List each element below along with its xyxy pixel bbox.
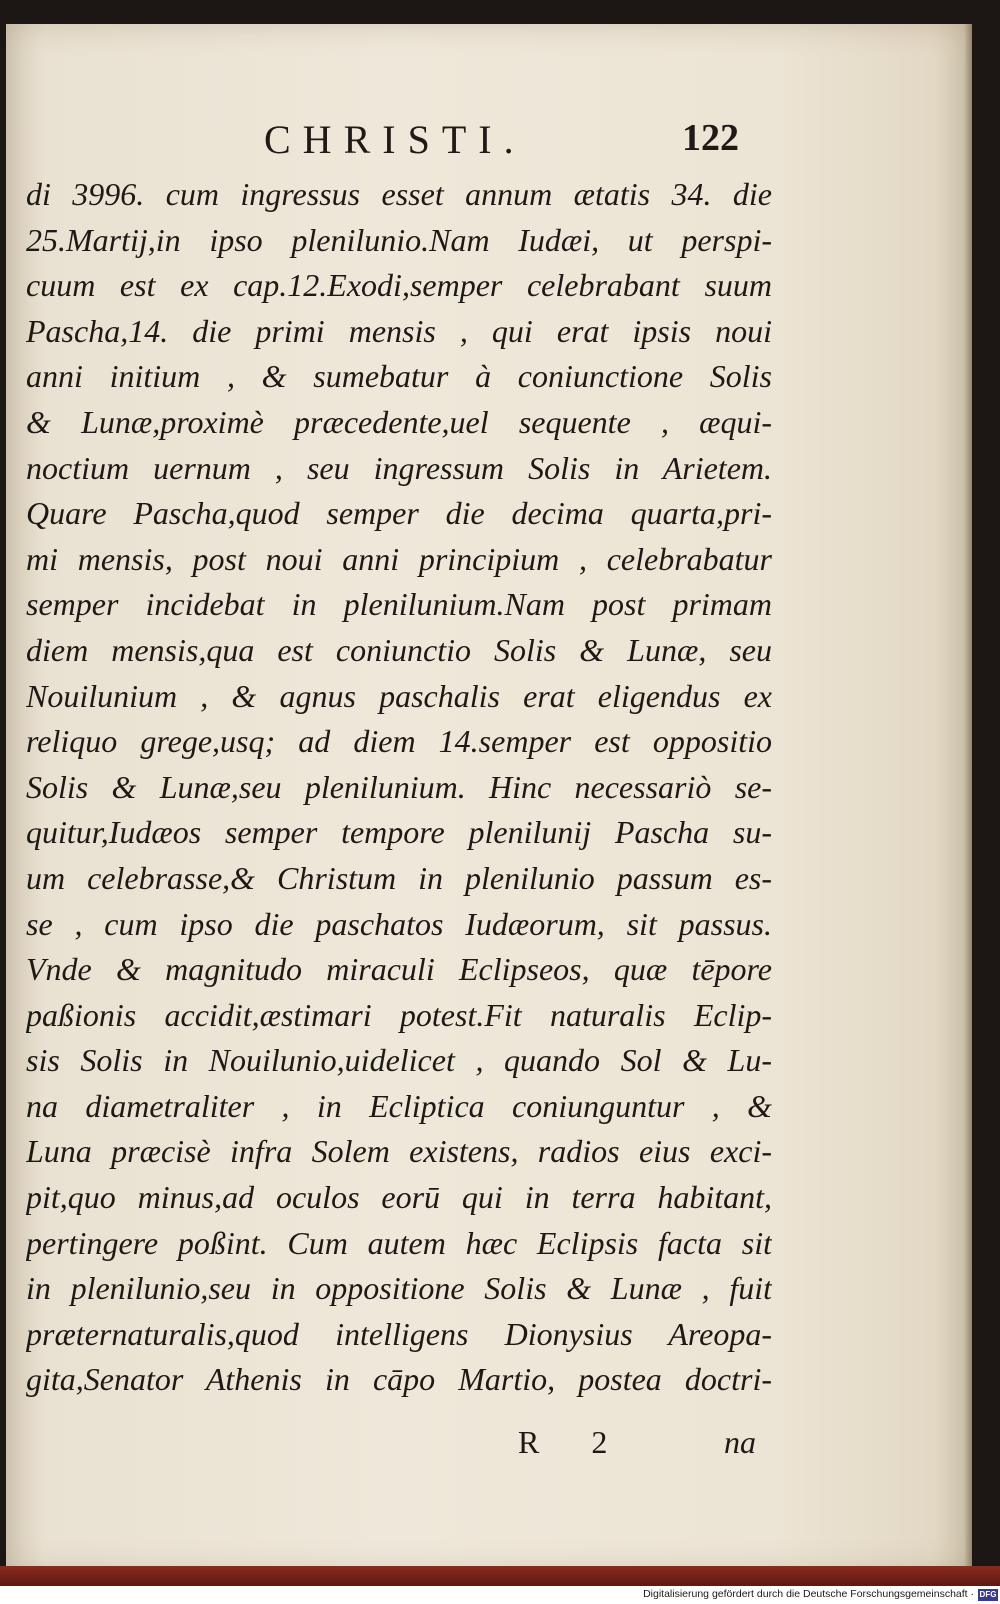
- text-line: Vnde & magnitudo miraculi Eclipseos, quæ tēpore: [26, 951, 772, 988]
- catchword: na: [724, 1424, 756, 1460]
- page-number: 122: [682, 117, 739, 159]
- text-line: quitur,Iudæos semper tempore plenilunij Pascha su-: [26, 814, 772, 851]
- dfg-logo-icon: DFG: [979, 1590, 997, 1599]
- cover-edge: [0, 1566, 1000, 1586]
- text-line: anni initium , & sumebatur à coniunctione Solis: [26, 358, 772, 395]
- text-line: in plenilunio,seu in oppositione Solis & Lunæ , fuit: [26, 1270, 772, 1307]
- digitization-footer: [0, 1586, 1000, 1604]
- running-title: CHRISTI.: [264, 117, 526, 162]
- text-line: reliquo grege,usq; ad diem 14.semper est oppositio: [26, 723, 772, 760]
- signature-mark: R 2: [518, 1424, 630, 1460]
- text-line: se , cum ipso die paschatos Iudæorum, sit passus.: [26, 905, 772, 942]
- text-line: di 3996. cum ingressus esset annum ætatis 34. die: [26, 176, 772, 212]
- body-text: [26, 172, 772, 1403]
- text-line: Quare Pascha,quod semper die decima quarta,pri-: [26, 495, 772, 532]
- text-line: pit,quo minus,ad oculos eorū qui in terra habitant,: [26, 1179, 772, 1216]
- text-line: na diametraliter , in Ecliptica coniunguntur , &: [26, 1087, 772, 1124]
- text-line: pertingere poßint. Cum autem hæc Eclipsis facta sit: [26, 1224, 772, 1261]
- catchline: [6, 1420, 972, 1470]
- digitization-credit: Digitalisierung gefördert durch die Deutsche Forschungsgemeinschaft ·: [643, 1588, 974, 1600]
- page-edge-shadow: [964, 24, 972, 1572]
- text-line: Nouilunium , & agnus paschalis erat eligendus ex: [26, 677, 772, 714]
- text-line: Solis & Lunæ,seu plenilunium. Hinc necessariò se-: [26, 768, 772, 805]
- text-line: sis Solis in Nouilunio,uidelicet , quando Sol & Lu-: [26, 1042, 772, 1079]
- book-page: [6, 24, 972, 1572]
- text-line: semper incidebat in plenilunium.Nam post primam: [26, 586, 772, 623]
- text-line: mi mensis, post noui anni principium , celebrabatur: [26, 540, 772, 577]
- text-line: diem mensis,qua est coniunctio Solis & Lunæ, seu: [26, 631, 772, 668]
- text-line: & Lunæ,proximè præcedente,uel sequente , æqui-: [26, 403, 772, 440]
- running-head: [6, 108, 972, 164]
- text-line: Luna præcisè infra Solem existens, radios eius exci-: [26, 1133, 772, 1170]
- text-line: Pascha,14. die primi mensis , qui erat ipsis noui: [26, 312, 772, 349]
- text-line: noctium uernum , seu ingressum Solis in Arietem.: [26, 449, 772, 486]
- text-line: cuum est ex cap.12.Exodi,semper celebrabant suum: [26, 267, 772, 304]
- text-line: um celebrasse,& Christum in plenilunio passum es-: [26, 859, 772, 896]
- text-line: gita,Senator Athenis in cāpo Martio, postea doctri-: [26, 1361, 772, 1398]
- text-line: paßionis accidit,æstimari potest.Fit naturalis Eclip-: [26, 996, 772, 1033]
- text-line: 25.Martij,in ipso plenilunio.Nam Iudæi, ut perspi-: [26, 221, 772, 258]
- text-line: præternaturalis,quod intelligens Dionysius Areopa-: [26, 1315, 772, 1352]
